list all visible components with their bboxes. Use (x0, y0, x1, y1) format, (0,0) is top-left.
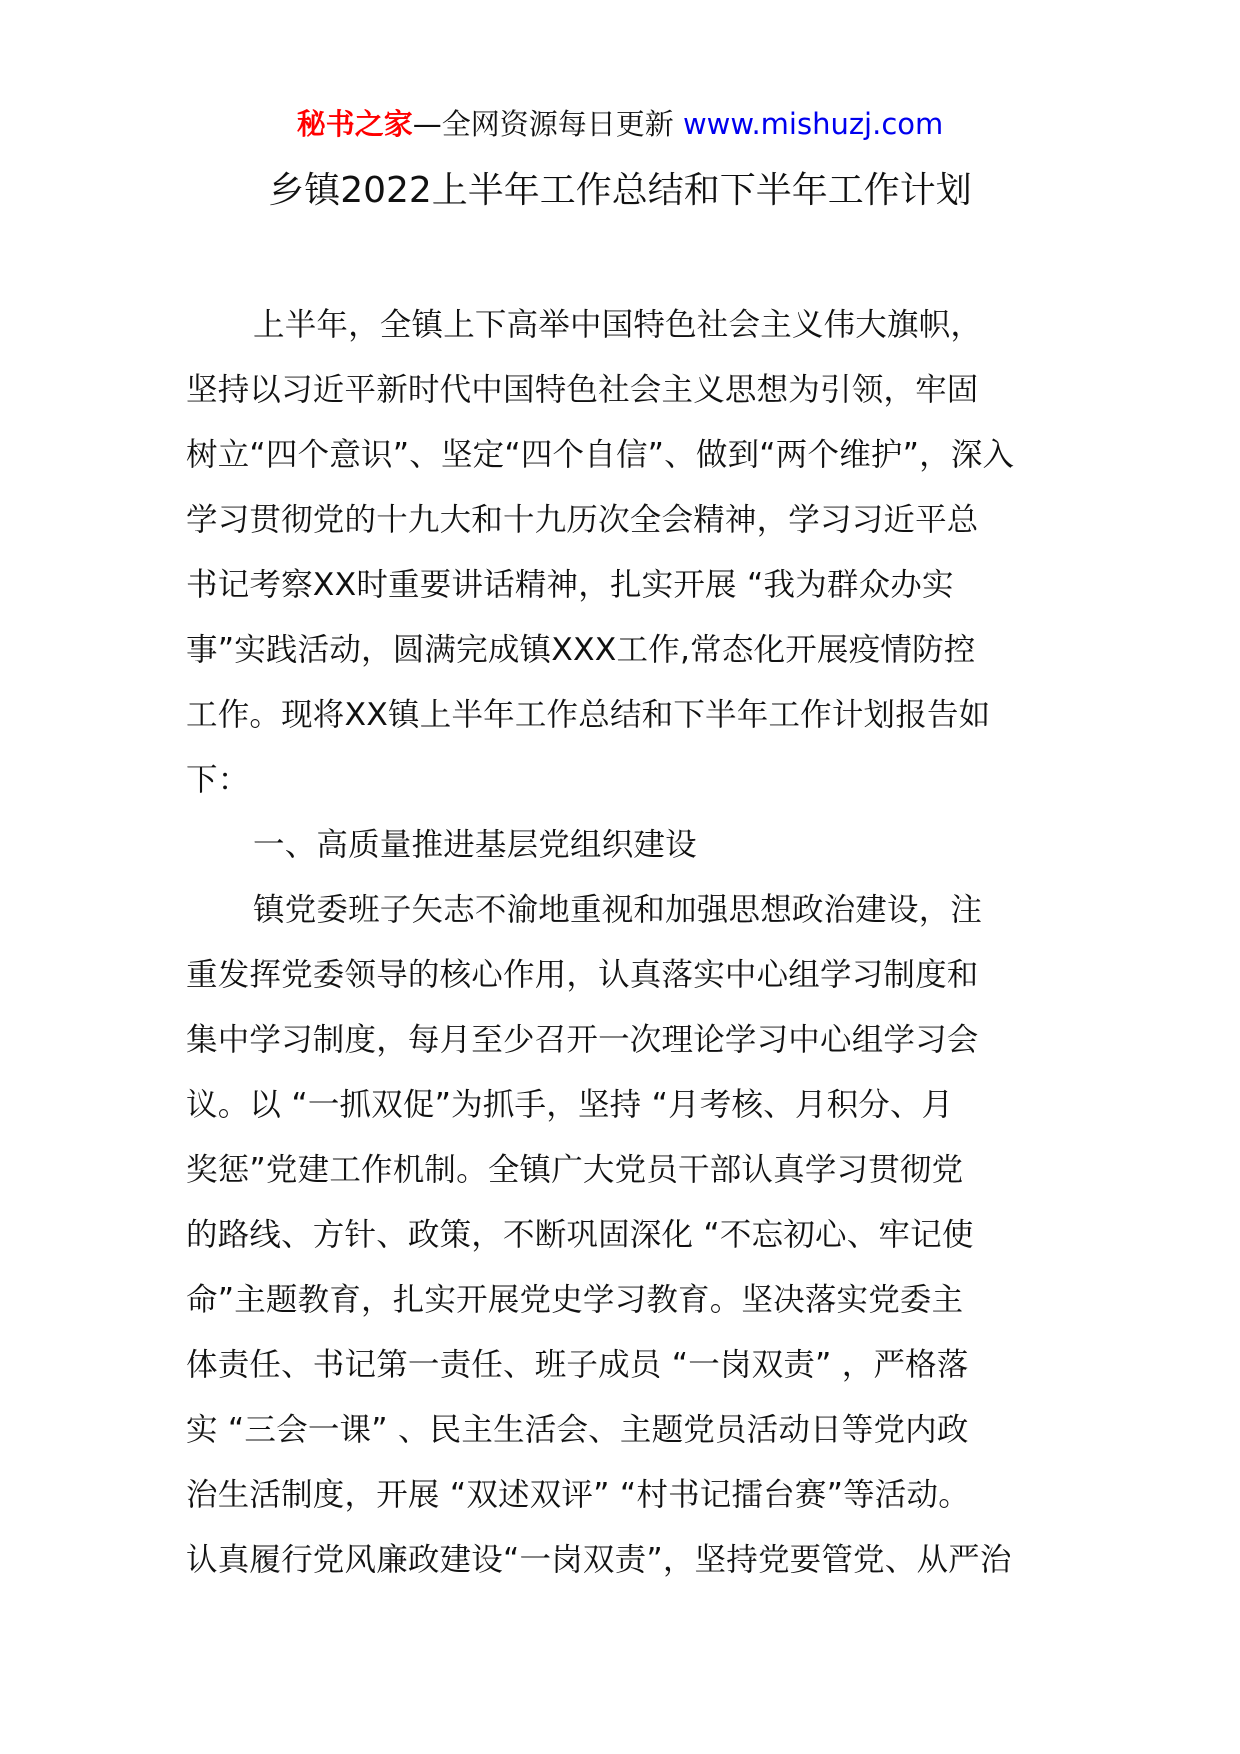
paragraph-line: 治生活制度，开展 “双述双评” “村书记擂台赛”等活动。 (186, 1477, 970, 1513)
paragraph-line: 镇党委班子矢志不渝地重视和加强思想政治建设，注 (253, 892, 983, 928)
site-url-link[interactable]: www.mishuzj.com (682, 107, 944, 141)
paragraph-line: 认真履行党风廉政建设“一岗双责”，坚持党要管党、从严治 (186, 1542, 1012, 1578)
paragraph-line: 奖惩”党建工作机制。全镇广大党员干部认真学习贯彻党 (186, 1152, 964, 1188)
document-body (186, 293, 1056, 1593)
document-title: 乡镇2022上半年工作总结和下半年工作计划 (268, 170, 972, 211)
paragraph-line: 重发挥党委领导的核心作用，认真落实中心组学习制度和 (186, 957, 979, 993)
paragraph-line: 下： (186, 762, 250, 798)
site-header (0, 104, 1240, 144)
header-slogan: —全网资源每日更新 (412, 107, 683, 141)
paragraph-line: 坚持以习近平新时代中国特色社会主义思想为引领，牢固 (186, 372, 979, 408)
paragraph-line: 工作。现将XX镇上半年工作总结和下半年工作计划报告如 (186, 697, 991, 733)
brand-name: 秘书之家 (296, 107, 413, 141)
paragraph-line: 体责任、书记第一责任、班子成员 “一岗双责” ，严格落 (186, 1347, 969, 1383)
paragraph-line: 树立“四个意识”、坚定“四个自信”、做到“两个维护”，深入 (186, 437, 1015, 473)
paragraph-line: 议。以 “一抓双促”为抓手，坚持 “月考核、月积分、月 (186, 1087, 954, 1123)
paragraph-line: 集中学习制度，每月至少召开一次理论学习中心组学习会 (186, 1022, 979, 1058)
paragraph-line: 事”实践活动，圆满完成镇XXX工作,常态化开展疫情防控 (186, 632, 976, 668)
paragraph-line: 书记考察XX时重要讲话精神，扎实开展 “我为群众办实 (186, 567, 954, 603)
section-heading: 一、高质量推进基层党组织建设 (253, 827, 697, 863)
paragraph-line: 上半年，全镇上下高举中国特色社会主义伟大旗帜， (253, 307, 983, 343)
paragraph-line: 命”主题教育，扎实开展党史学习教育。坚决落实党委主 (186, 1282, 964, 1318)
paragraph-line: 学习贯彻党的十九大和十九历次全会精神，学习习近平总 (186, 502, 979, 538)
paragraph-line: 的路线、方针、政策，不断巩固深化 “不忘初心、牢记使 (186, 1217, 974, 1253)
paragraph-line: 实 “三会一课” 、民主生活会、主题党员活动日等党内政 (186, 1412, 969, 1448)
